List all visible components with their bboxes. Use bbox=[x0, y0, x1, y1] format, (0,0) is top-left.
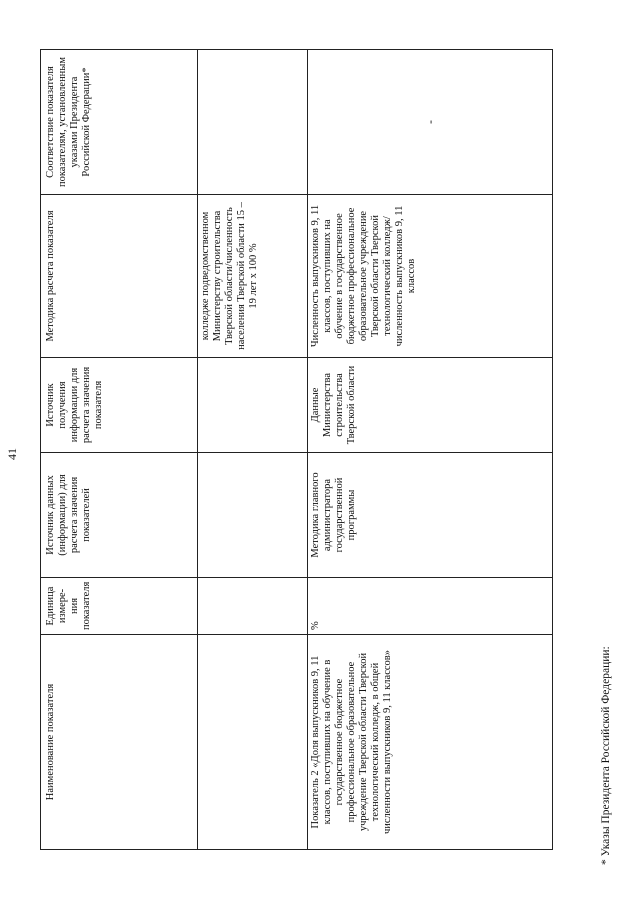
cell-unit bbox=[198, 578, 308, 635]
cell-data-source: Методика главного администратора государственной программы bbox=[308, 453, 553, 578]
footnote: * Указы Президента Российской Федерации: bbox=[600, 646, 612, 865]
header-info-source: Источник получения информации для расчета значения показателя bbox=[41, 358, 198, 453]
table-row bbox=[198, 50, 308, 850]
cell-unit: % bbox=[308, 578, 553, 635]
page-number: 41 bbox=[5, 448, 19, 460]
header-calculation-method: Методика расчета показателя bbox=[41, 195, 198, 358]
cell-decree bbox=[198, 50, 308, 195]
cell-name bbox=[198, 635, 308, 850]
cell-decree: - bbox=[308, 50, 553, 195]
table-header-row bbox=[41, 50, 198, 850]
cell-info-source bbox=[198, 358, 308, 453]
cell-info-source: Данные Министерства строительства Тверской области bbox=[308, 358, 553, 453]
indicators-table bbox=[40, 49, 553, 850]
header-indicator-name: Наименование показателя bbox=[41, 635, 198, 850]
cell-name: Показатель 2 «Доля выпускников 9, 11 классов, поступивших на обучение в государственное бюджетное профессиональное образовательное учреждение Тверской области Тверской технологический колледж, в общей численности выпускников 9, 11 классов» bbox=[308, 635, 553, 850]
cell-method: Численность выпускников 9, 11 классов, поступивших на обучение в государственное бюджетное профессиональное образовательное учреждение Тверской области Тверской технологический колледж/численность выпускников 9, 11 классов bbox=[308, 195, 553, 358]
header-data-source: Источник данных (информации) для расчета значения показателей bbox=[41, 453, 198, 578]
header-decree-compliance: Соответствие показателя показателям, установленным указами Президента Российской Федерации* bbox=[41, 50, 198, 195]
table-row bbox=[308, 50, 553, 850]
header-unit: Единица измере-ния показателя bbox=[41, 578, 198, 635]
cell-method: колледже подведомственном Министерству строительства Тверской области/численность населения Тверской области 15 – 19 лет х 100 % bbox=[198, 195, 308, 358]
cell-data-source bbox=[198, 453, 308, 578]
